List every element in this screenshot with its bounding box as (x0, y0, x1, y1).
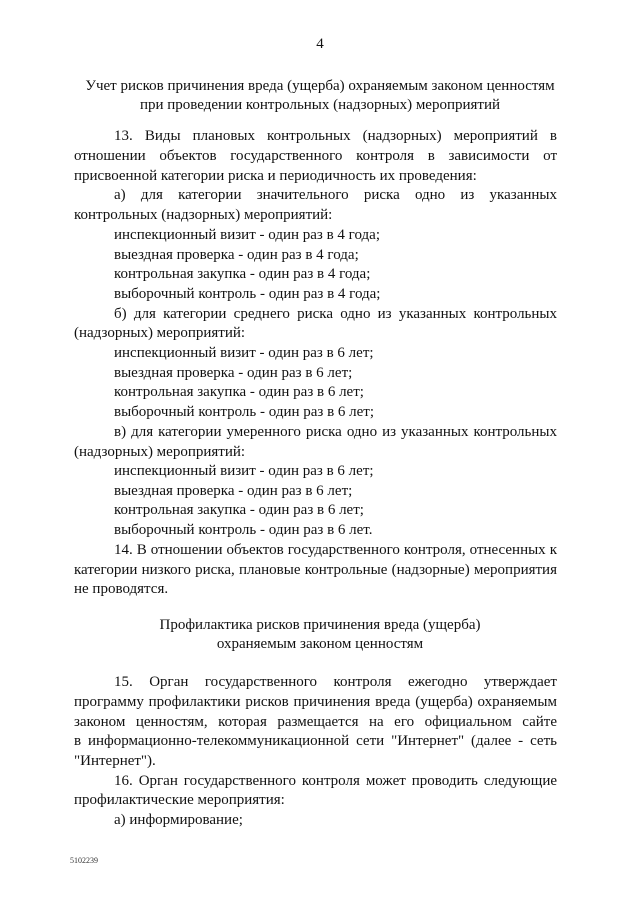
document-code: 5102239 (70, 856, 98, 865)
text-line: выездная проверка - один раз в 4 года; (114, 247, 359, 263)
text-line: выездная проверка - один раз в 6 лет; (114, 365, 353, 381)
text-line: присвоенной категории риска и периодичность их проведения: (74, 168, 477, 184)
text-line: а) для категории значительного риска одно из указанных (114, 187, 557, 203)
text-line: категории низкого риска, плановые контрольные (надзорные) мероприятия (74, 562, 557, 578)
text-line: 14. В отношении объектов государственного контроля, отнесенных к (114, 542, 557, 558)
text-line: 16. Орган государственного контроля может проводить следующие (114, 773, 557, 789)
text-line: 13. Виды плановых контрольных (надзорных) мероприятий в (114, 128, 557, 144)
text-line: (надзорных) мероприятий: (74, 325, 246, 341)
text-line: 15. Орган государственного контроля ежегодно утверждает (114, 674, 557, 690)
heading-line: Профилактика рисков причинения вреда (ущерба) (159, 617, 481, 633)
text-line: контрольных (надзорных) мероприятий: (74, 207, 333, 223)
text-line: выборочный контроль - один раз в 6 лет; (114, 404, 375, 420)
text-line: профилактические мероприятия: (74, 792, 285, 808)
heading-line: Учет рисков причинения вреда (ущерба) охраняемым законом ценностям (85, 78, 555, 94)
text-line: выездная проверка - один раз в 6 лет; (114, 483, 353, 499)
text-line: контрольная закупка - один раз в 6 лет; (114, 502, 364, 518)
text-line: программу профилактики рисков причинения вреда (ущерба) охраняемым (74, 694, 557, 710)
heading-line: охраняемым законом ценностям (216, 636, 424, 652)
text-line: инспекционный визит - один раз в 4 года; (114, 227, 380, 243)
page-number: 4 (316, 36, 324, 52)
text-line: выборочный контроль - один раз в 4 года; (114, 286, 381, 302)
text-line: контрольная закупка - один раз в 6 лет; (114, 384, 364, 400)
text-line: "Интернет"). (74, 753, 156, 769)
text-line: выборочный контроль - один раз в 6 лет. (114, 522, 373, 538)
text-line: контрольная закупка - один раз в 4 года; (114, 266, 371, 282)
text-line: отношении объектов государственного контроля в зависимости от (74, 148, 557, 164)
text-line: инспекционный визит - один раз в 6 лет; (114, 463, 374, 479)
text-line: в) для категории умеренного риска одно из указанных контрольных (114, 424, 557, 440)
text-line: не проводятся. (74, 581, 169, 597)
text-line: законом ценностям, которая размещается на его официальном сайте (74, 714, 557, 730)
text-line: в информационно-телекоммуникационной сети "Интернет" (далее - сеть (74, 733, 557, 749)
section-heading-risk-accounting (60, 77, 580, 115)
text-line: инспекционный визит - один раз в 6 лет; (114, 345, 374, 361)
text-line: а) информирование; (114, 812, 243, 828)
heading-line: при проведении контрольных (надзорных) мероприятий (139, 97, 501, 113)
section-heading-prevention (60, 616, 580, 654)
text-line: б) для категории среднего риска одно из указанных контрольных (114, 306, 557, 322)
text-line: (надзорных) мероприятий: (74, 444, 246, 460)
